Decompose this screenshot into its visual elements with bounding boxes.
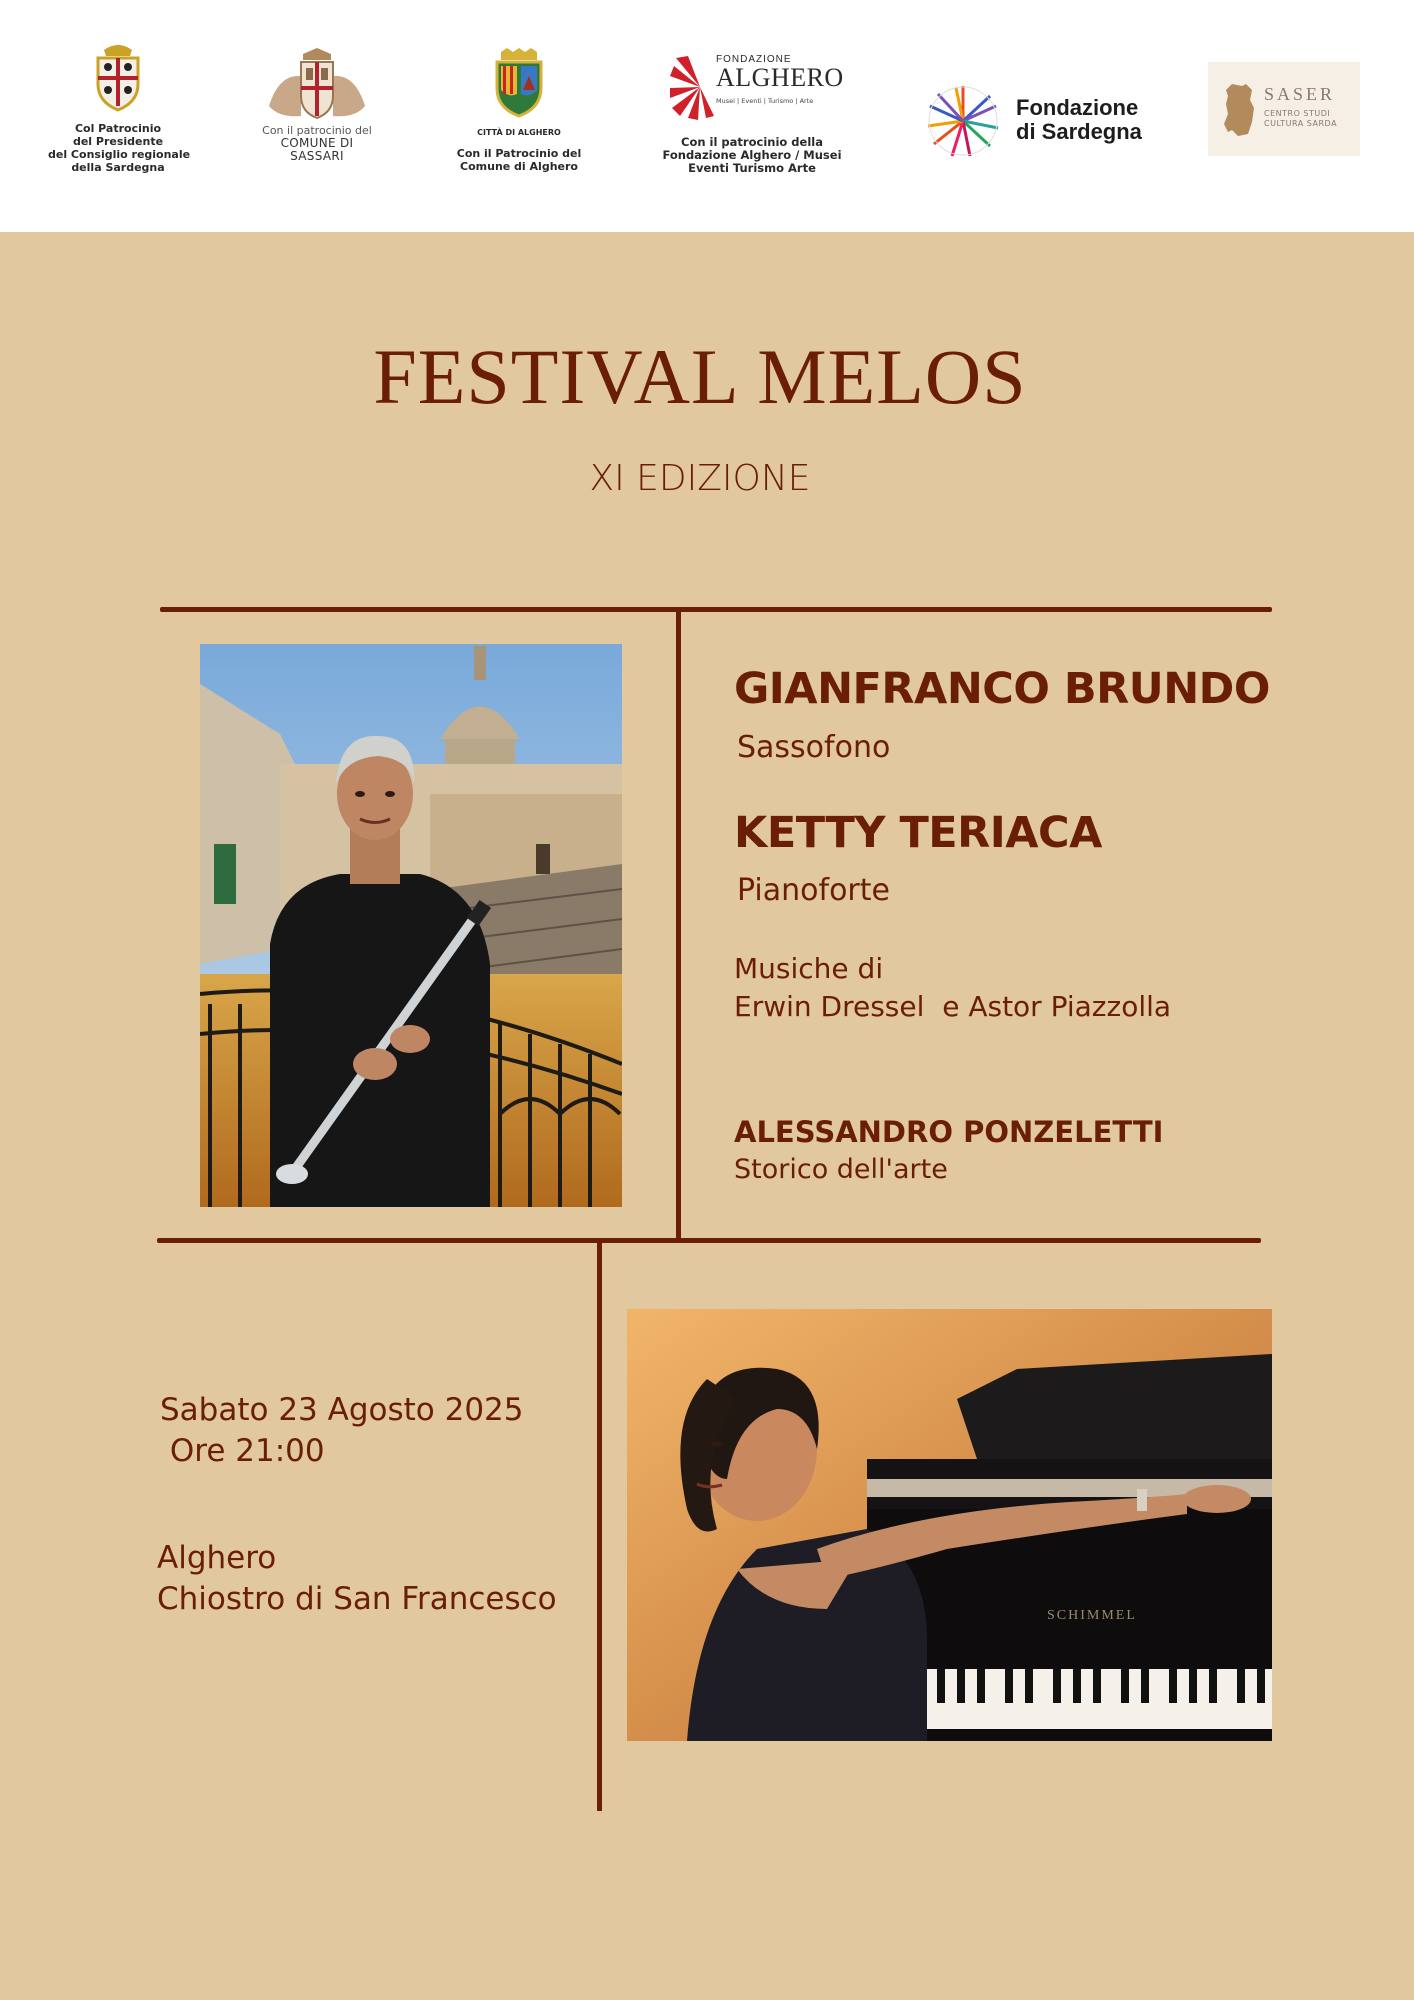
fondazione-alghero-caption: Con il patrocinio della Fondazione Alghero / Musei Eventi Turismo Arte — [662, 135, 842, 175]
speaker-name: ALESSANDRO PONZELETTI — [734, 1115, 1164, 1149]
saser-logo — [1208, 62, 1360, 156]
sardinia-map-icon — [1222, 82, 1256, 138]
alghero-crest-icon — [487, 46, 551, 118]
artist-2-role: Pianoforte — [737, 873, 890, 908]
edition-label: XI EDIZIONE — [589, 458, 811, 499]
saser-sub-line1: CENTRO STUDI — [1264, 109, 1331, 118]
event-location: Alghero Chiostro di San Francesco — [157, 1540, 557, 1617]
sassari-caption-small: Con il patrocinio del — [262, 124, 372, 137]
sassari-crest-icon — [261, 46, 373, 122]
event-datetime: Sabato 23 Agosto 2025 Ore 21:00 — [160, 1392, 524, 1469]
fondazione-alghero-brand-main: ALGHERO — [716, 63, 844, 92]
fondazione-sardegna-logo-icon — [924, 82, 1002, 160]
middle-divider — [157, 1238, 1261, 1243]
speaker-role: Storico dell'arte — [734, 1154, 948, 1185]
sponsor-header — [0, 0, 1414, 232]
upper-vertical-divider — [676, 612, 681, 1240]
saxophonist-image — [200, 644, 622, 1207]
program-text: Musiche di Erwin Dressel e Astor Piazzolla — [734, 952, 1172, 1023]
festival-title: FESTIVAL MELOS — [373, 333, 1027, 420]
pianist-photo — [627, 1309, 1272, 1741]
regione-sardegna-logo — [48, 40, 191, 174]
fondazione-alghero-brand-sub: Musei | Eventi | Turismo | Arte — [716, 97, 814, 105]
citta-alghero-logo — [448, 46, 590, 173]
regione-caption: Col Patrocinio del Presidente del Consiglio regionale della Sardegna — [48, 122, 191, 174]
fondazione-sardegna-line1: Fondazione — [1016, 95, 1139, 120]
sassari-caption-main: COMUNE DI SASSARI — [280, 136, 354, 163]
lower-vertical-divider — [597, 1243, 602, 1811]
piano-brand: SCHIMMEL — [1047, 1608, 1137, 1623]
pianist-image — [627, 1309, 1272, 1741]
fondazione-sardegna-logo — [924, 82, 1164, 162]
comune-sassari-logo — [252, 46, 382, 163]
fondazione-sardegna-line2: di Sardegna — [1016, 119, 1142, 144]
top-divider — [160, 607, 1272, 612]
artist-1-name: GIANFRANCO BRUNDO — [734, 664, 1270, 714]
artist-2-name: KETTY TERIACA — [734, 808, 1102, 858]
saxophonist-photo — [200, 644, 622, 1207]
artist-1-role: Sassofono — [737, 730, 891, 765]
alghero-caption: Con il Patrocinio del Comune di Alghero — [456, 147, 582, 173]
sardinia-crest-icon — [86, 40, 150, 112]
saser-sub-line2: CULTURA SARDA — [1264, 119, 1338, 128]
fondazione-alghero-brand-top: FONDAZIONE — [716, 54, 792, 65]
fondazione-alghero-logo — [660, 50, 844, 175]
alghero-small-caption: CITTÀ DI ALGHERO — [477, 128, 561, 137]
saser-name: SASER — [1264, 84, 1336, 104]
